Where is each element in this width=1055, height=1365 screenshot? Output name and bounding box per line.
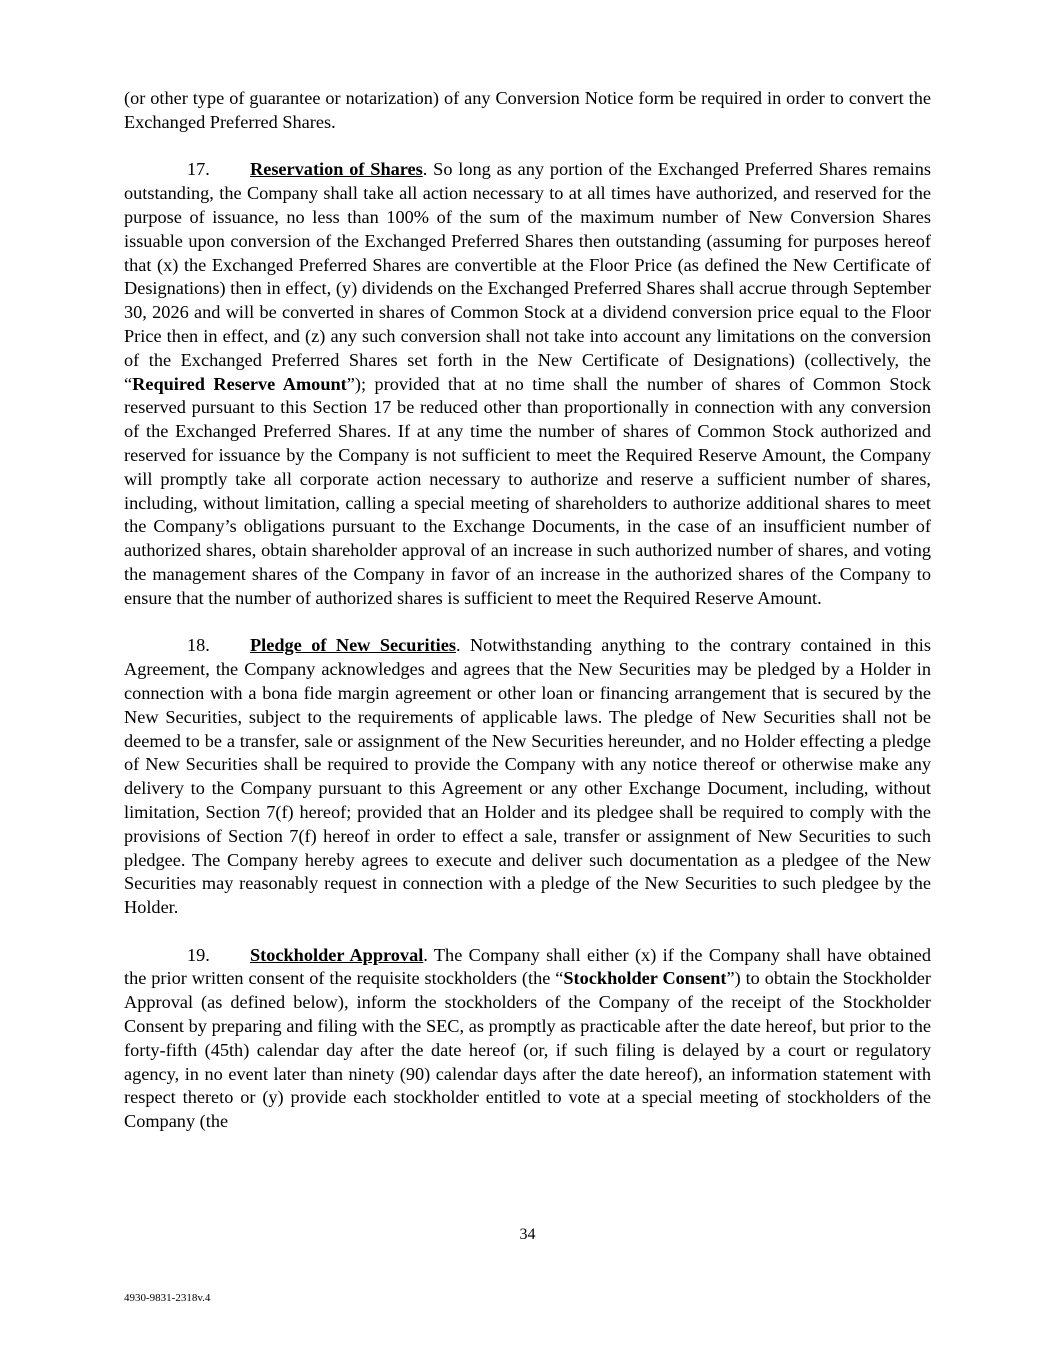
section-19-paragraph <box>124 944 931 1134</box>
section-17-text-b: ”); provided that at no time shall the number of shares of Common Stock reserved pursuant to this Section 17 be reduced other than proportionally in connection with any conversion of the Exchanged Preferred Shares. If at any time the number of shares of Common Stock authorized and reserved for issuance by the Company is not sufficient to meet the Required Reserve Amount, the Company will promptly take all corporate action necessary to authorize and reserve a sufficient number of shares, including, without limitation, calling a special meeting of shareholders to authorize additional shares to meet the Company’s obligations pursuant to the Exchange Documents, in the case of an insufficient number of authorized shares, obtain shareholder approval of an increase in such authorized number of shares, and voting the management shares of the Company in favor of an increase in the authorized shares of the Company to ensure that the number of authorized shares is sufficient to meet the Required Reserve Amount. <box>124 373 931 608</box>
section-17-defined-term: Required Reserve Amount <box>132 373 347 394</box>
section-19-heading: Stockholder Approval <box>250 944 424 965</box>
section-17-heading: Reservation of Shares <box>250 159 423 180</box>
section-18-paragraph <box>124 634 931 920</box>
document-body <box>124 87 931 1158</box>
section-19-text-b: ”) to obtain the Stockholder Approval (as defined below), inform the stockholders of the Company of the receipt of the Stockholder Consent by preparing and filing with the SEC, as promptly as practicable after the date hereof, but prior to the forty-fifth (45th) calendar day after the date hereof (or, if such filing is delayed by a court or regulatory agency, in no event later than ninety (90) calendar days after the date hereof), an information statement with respect thereto or (y) provide each stockholder entitled to vote at a special meeting of stockholders of the Company (the <box>124 968 931 1132</box>
section-18-number: 18. <box>187 635 210 656</box>
continuation-text: (or other type of guarantee or notarization) of any Conversion Notice form be required in order to convert the Exchanged Preferred Shares. <box>124 88 931 132</box>
continuation-paragraph <box>124 87 931 135</box>
section-17-number: 17. <box>187 159 210 180</box>
section-19-number: 19. <box>187 944 210 965</box>
section-18-text: . Notwithstanding anything to the contrary contained in this Agreement, the Company acknowledges and agrees that the New Securities may be pledged by a Holder in connection with a bona fide margin agreement or other loan or financing arrangement that is secured by the New Securities, subject to the requirements of applicable laws. The pledge of New Securities shall not be deemed to be a transfer, sale or assignment of the New Securities hereunder, and no Holder effecting a pledge of New Securities shall be required to provide the Company with any notice thereof or otherwise make any delivery to the Company pursuant to this Agreement or any other Exchange Document, including, without limitation, Section 7(f) hereof; provided that an Holder and its pledgee shall be required to comply with the provisions of Section 7(f) hereof in order to effect a sale, transfer or assignment of New Securities to such pledgee. The Company hereby agrees to execute and deliver such documentation as a pledgee of the New Securities may reasonably request in connection with a pledge of the New Securities to such pledgee by the Holder. <box>124 635 931 918</box>
section-17-text-a: . So long as any portion of the Exchanged Preferred Shares remains outstanding, the Company shall take all action necessary to at all times have authorized, and reserved for the purpose of issuance, no less than 100% of the sum of the maximum number of New Conversion Shares issuable upon conversion of the Exchanged Preferred Shares then outstanding (assuming for purposes hereof that (x) the Exchanged Preferred Shares are convertible at the Floor Price (as defined the New Certificate of Designations) then in effect, (y) dividends on the Exchanged Preferred Shares shall accrue through September 30, 2026 and will be converted in shares of Common Stock at a dividend conversion price equal to the Floor Price then in effect, and (z) any such conversion shall not take into account any limitations on the conversion of the Exchanged Preferred Shares set forth in the New Certificate of Designations) (collectively, the “ <box>124 159 931 394</box>
document-id: 4930-9831-2318v.4 <box>124 1292 211 1304</box>
section-17-paragraph <box>124 158 931 610</box>
section-19-text-a: . The Company shall either (x) if the Company shall have obtained the prior written consent of the requisite stockholders (the “ <box>124 944 931 989</box>
section-19-defined-term: Stockholder Consent <box>563 968 727 989</box>
page-number: 34 <box>519 1226 536 1243</box>
section-18-heading: Pledge of New Securities <box>250 635 456 656</box>
